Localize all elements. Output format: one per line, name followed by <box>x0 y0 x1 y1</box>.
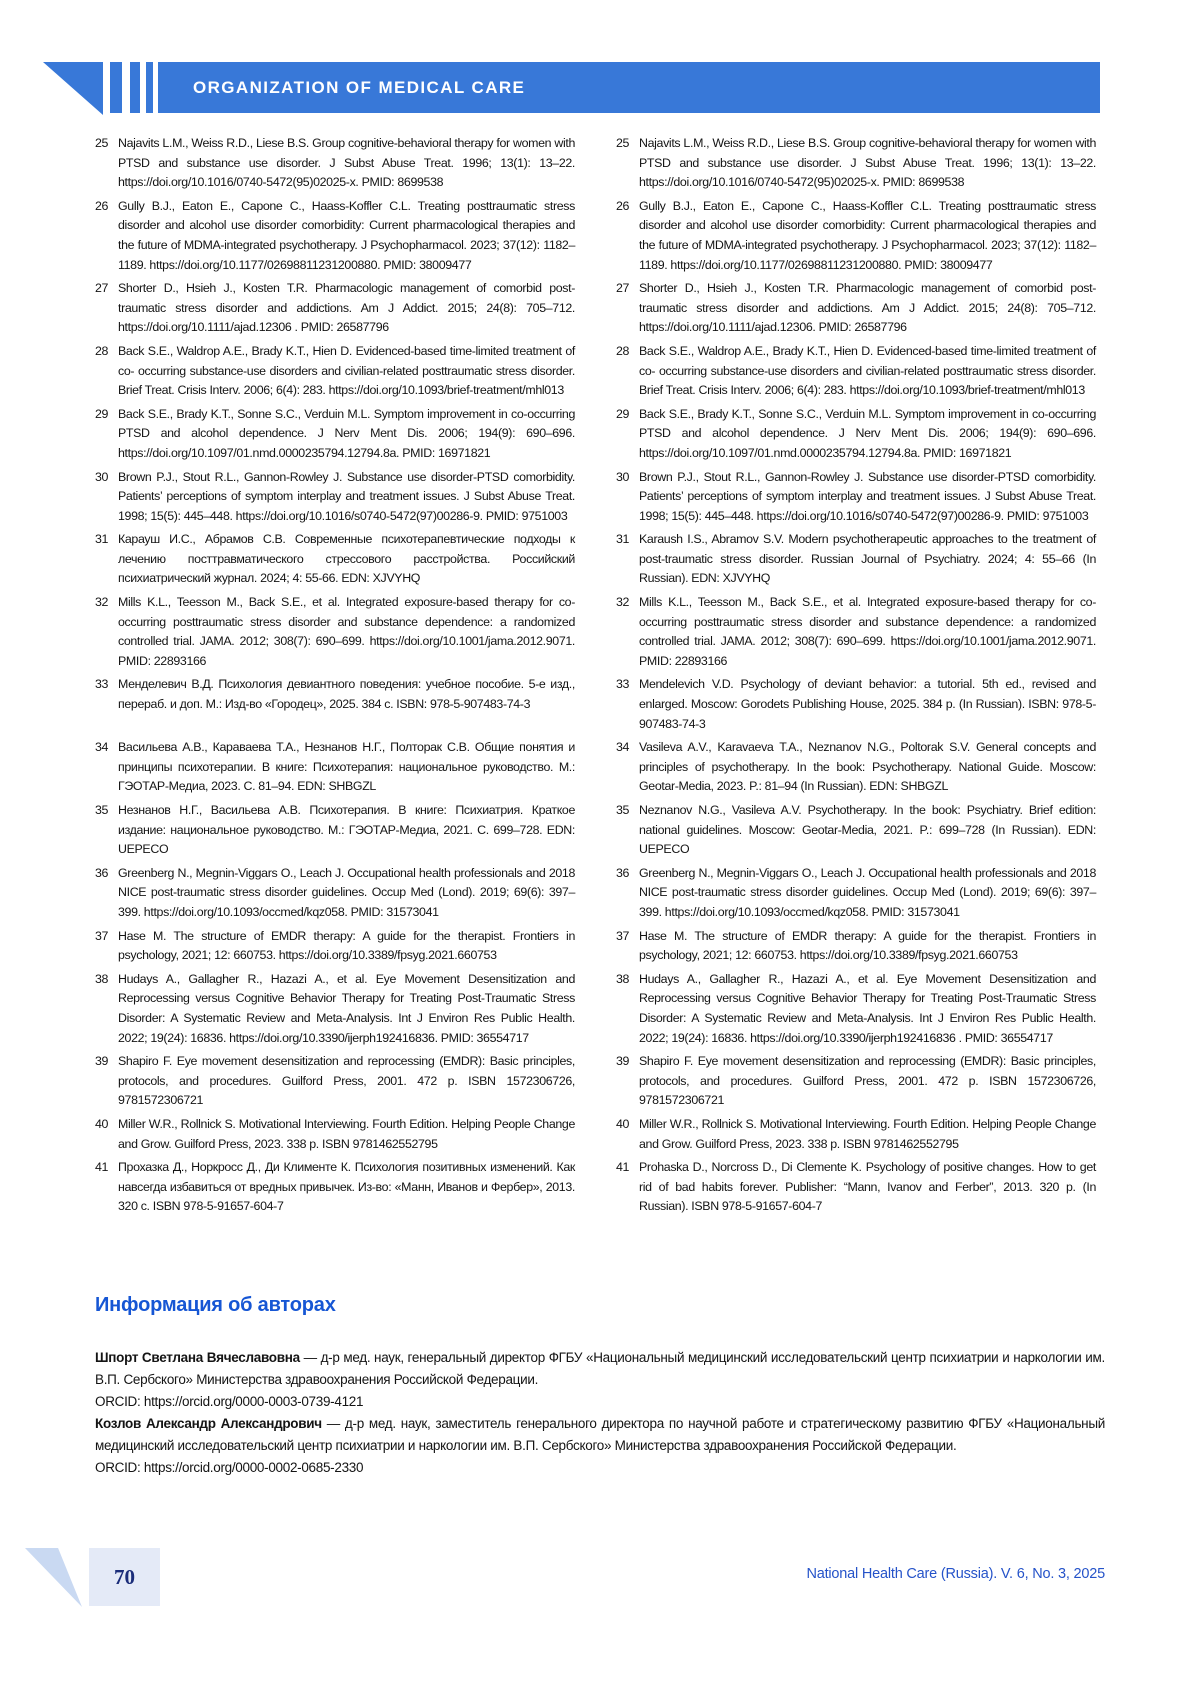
reference-number: 27 <box>616 281 630 296</box>
reference-item-right <box>616 593 1096 671</box>
reference-item-right <box>616 1158 1096 1217</box>
footer-triangle-decoration <box>25 1548 82 1607</box>
authors-info-heading: Информация об авторах <box>95 1294 336 1316</box>
reference-item-right <box>616 864 1096 923</box>
reference-number: 30 <box>95 469 109 484</box>
reference-text: Васильева А.В., Караваева Т.А., Незнанов Н.Г., Полторак С.В. Общие понятия и принципы психотерапии. В книге: Психотерапия: национальное руководство. М.: ГЭОТАР-Медиа, 2023. С. 81–94. EDN: SHBGZL <box>118 740 575 794</box>
reference-number: 34 <box>616 740 630 755</box>
reference-text: Shapiro F. Eye movement desensitization and reprocessing (EMDR): Basic principles, protocols, and procedures. Guilford Press, 2001. 472 p. ISBN 1572306726, 9781572306721 <box>639 1054 1096 1108</box>
reference-text: Vasileva A.V., Karavaeva T.A., Neznanov N.G., Poltorak S.V. General concepts and principles of psychotherapy. In the book: Psychotherapy. National Guide. Moscow: Geotar-Media, 2023. P.: 81–94 (In Russian). EDN: SHBGZL <box>639 740 1096 794</box>
reference-number: 41 <box>95 1160 109 1175</box>
page-number: 70 <box>114 1564 135 1589</box>
reference-text: Gully B.J., Eaton E., Capone C., Haass-Koffler C.L. Treating posttraumatic stress disorder and alcohol use disorder comorbidity: Current pharmacological therapies and the future of MDMA-integrated psychotherapy. J Psychopharmacol. 2023; 37(12): 1182–1189. https://doi.org/10.1177/02698811231200880. PMID: 38009477 <box>639 198 1096 272</box>
reference-item-right <box>616 134 1096 193</box>
reference-number: 35 <box>616 803 630 817</box>
reference-number: 25 <box>95 136 109 150</box>
section-title: ORGANIZATION OF MEDICAL CARE <box>193 77 526 97</box>
reference-number: 34 <box>95 740 109 755</box>
reference-item-right <box>616 801 1096 860</box>
reference-text: Shorter D., Hsieh J., Kosten T.R. Pharmacologic management of comorbid post-traumatic stress disorder and addictions. Am J Addict. 2015; 24(8): 705–712. https://doi.org/10.1111/ajad.12306 . PMID: 26587796 <box>118 281 575 335</box>
reference-item-right <box>616 342 1096 401</box>
reference-number: 35 <box>95 803 109 817</box>
reference-number: 36 <box>95 865 109 880</box>
reference-text: Greenberg N., Megnin-Viggars O., Leach J. Occupational health professionals and 2018 NICE post-traumatic stress disorder guidelines. Occup Med (Lond). 2019; 69(6): 397–399. https://doi.org/10.1093/occmed/kqz058. PMID: 31573041 <box>118 865 575 919</box>
reference-text: Mendelevich V.D. Psychology of deviant behavior: a tutorial. 5th ed., revised and enlarged. Moscow: Gorodets Publishing House, 2025. 384 p. (In Russian). ISBN: 978-5-907483-74-3 <box>639 677 1096 731</box>
reference-number: 28 <box>95 343 109 358</box>
reference-text: Hase M. The structure of EMDR therapy: A guide for the therapist. Frontiers in psychology, 2021; 12: 660753. https://doi.org/10.3389/fpsyg.2021.660753 <box>118 928 575 963</box>
reference-item-right <box>616 970 1096 1048</box>
authors-info-section <box>95 1294 1105 1479</box>
reference-number: 32 <box>616 595 630 610</box>
reference-text: Brown P.J., Stout R.L., Gannon-Rowley J. Substance use disorder-PTSD comorbidity. Patients’ perceptions of symptom interplay and treatment issues. J Subst Abuse Treat. 1998; 15(5): 445–448. https://doi.org/10.1016/s0740-5472(97)00286-9. PMID: 9751003 <box>639 469 1096 523</box>
reference-text: Hase M. The structure of EMDR therapy: A guide for the therapist. Frontiers in psychology, 2021; 12: 660753. https://doi.org/10.3389/fpsyg.2021.660753 <box>639 928 1096 963</box>
reference-text: Прохазка Д., Норкросс Д., Ди Клименте К. Психология позитивных изменений. Как навсегда избавиться от вредных привычек. Из-во: «Манн, Иванов и Фербер», 2013. 320 с. ISBN 978-5-91657-604-7 <box>118 1160 575 1214</box>
references-list <box>95 134 1096 1217</box>
reference-item-left <box>95 1158 575 1217</box>
reference-text: Back S.E., Waldrop A.E., Brady K.T., Hien D. Evidenced-based time-limited treatment of co- occurring substance-use disorders and civilian-related posttraumatic stress disorder. Brief Treat. Crisis Interv. 2006; 6(4): 283. https://doi.org/10.1093/brief-treatment/mhl013 <box>118 343 575 398</box>
author-name: Шпорт Светлана Вячеславовна <box>95 1350 300 1365</box>
reference-item-right <box>616 530 1096 589</box>
reference-number: 37 <box>616 928 630 943</box>
page-number-box <box>89 1548 160 1606</box>
reference-text: Hudays A., Gallagher R., Hazazi A., et al. Eye Movement Desensitization and Reprocessing versus Cognitive Behavior Therapy for Treating Post-Traumatic Stress Disorder: A Systematic Review and Meta-Analysis. Int J Environ Res Public Health. 2022; 19(24): 16836. https://doi.org/10.3390/ijerph192416836. PMID: 36554717 <box>118 971 575 1045</box>
reference-item-right <box>616 1052 1096 1111</box>
header-bar-decoration <box>146 62 153 113</box>
header-bar-decoration <box>110 62 122 113</box>
section-header-banner <box>158 62 1100 113</box>
reference-item-left <box>95 134 575 193</box>
reference-text: Shapiro F. Eye movement desensitization and reprocessing (EMDR): Basic principles, protocols, and procedures. Guilford Press, 2001. 472 p. ISBN 1572306726, 9781572306721 <box>118 1054 575 1108</box>
reference-item-left <box>95 801 575 860</box>
reference-item-left <box>95 864 575 923</box>
reference-item-right <box>616 468 1096 527</box>
reference-item-left <box>95 342 575 401</box>
reference-number: 38 <box>95 971 109 986</box>
reference-text: Miller W.R., Rollnick S. Motivational Interviewing. Fourth Edition. Helping People Change and Grow. Guilford Press, 2023. 338 p. ISBN 9781462552795 <box>118 1116 575 1151</box>
reference-number: 41 <box>616 1160 630 1175</box>
author-orcid: ORCID: https://orcid.org/0000-0002-0685-2330 <box>95 1460 364 1475</box>
reference-number: 39 <box>616 1054 630 1069</box>
reference-number: 31 <box>95 532 109 547</box>
reference-item-left <box>95 279 575 338</box>
reference-item-right <box>616 738 1096 797</box>
author-name: Козлов Александр Александрович <box>95 1416 322 1431</box>
header-triangle-decoration <box>43 62 103 115</box>
reference-number: 40 <box>95 1116 109 1131</box>
reference-text: Najavits L.M., Weiss R.D., Liese B.S. Group cognitive-behavioral therapy for women with PTSD and substance use disorder. J Subst Abuse Treat. 1996; 13(1): 13–22. https://doi.org/10.1016/0740-5472(95)02025-x. PMID: 8699538 <box>118 136 575 190</box>
reference-text: Gully B.J., Eaton E., Capone C., Haass-Koffler C.L. Treating posttraumatic stress disorder and alcohol use disorder comorbidity: Current pharmacological therapies and the future of MDMA-integrated psychotherapy. J Psychopharmacol. 2023; 37(12): 1182–1189. https://doi.org/10.1177/02698811231200880. PMID: 38009477 <box>118 198 575 272</box>
reference-text: Brown P.J., Stout R.L., Gannon-Rowley J. Substance use disorder-PTSD comorbidity. Patients’ perceptions of symptom interplay and treatment issues. J Subst Abuse Treat. 1998; 15(5): 445–448. https://doi.org/10.1016/s0740-5472(97)00286-9. PMID: 9751003 <box>118 469 575 523</box>
reference-item-right <box>616 675 1096 734</box>
reference-number: 26 <box>95 198 109 213</box>
reference-item-right <box>616 927 1096 966</box>
reference-text: Karaush I.S., Abramov S.V. Modern psychotherapeutic approaches to the treatment of post-traumatic stress disorder. Russian Journal of Psychiatry. 2024; 4: 55–66 (In Russian). EDN: XJVYHQ <box>639 532 1096 586</box>
reference-item-left <box>95 405 575 464</box>
reference-item-left <box>95 530 575 589</box>
reference-item-right <box>616 197 1096 275</box>
reference-item-left <box>95 927 575 966</box>
reference-item-right <box>616 1115 1096 1154</box>
reference-number: 29 <box>95 406 109 421</box>
reference-number: 33 <box>616 677 630 692</box>
reference-number: 32 <box>95 595 109 610</box>
reference-number: 25 <box>616 136 630 150</box>
reference-number: 38 <box>616 971 630 986</box>
author-entry <box>95 1347 1105 1391</box>
reference-item-left <box>95 468 575 527</box>
reference-text: Greenberg N., Megnin-Viggars O., Leach J. Occupational health professionals and 2018 NICE post-traumatic stress disorder guidelines. Occup Med (Lond). 2019; 69(6): 397–399. https://doi.org/10.1093/occmed/kqz058. PMID: 31573041 <box>639 865 1096 919</box>
reference-number: 27 <box>95 281 109 296</box>
reference-item-left <box>95 1052 575 1111</box>
author-orcid: ORCID: https://orcid.org/0000-0003-0739-4121 <box>95 1394 364 1409</box>
reference-item-right <box>616 405 1096 464</box>
reference-text: Prohaska D., Norcross D., Di Clemente K. Psychology of positive changes. How to get rid of bad habits forever. Publisher: “Mann, Ivanov and Ferber”, 2013. 320 p. (In Russian). ISBN 978-5-91657-604-7 <box>639 1160 1096 1214</box>
author-description: — д-р мед. наук, генеральный директор ФГБУ «Национальный медицинский исследовательский центр психиатрии и наркологии им. В.П. Сербского» Министерства здравоохранения Российской Федерации. <box>95 1350 1105 1387</box>
reference-text: Незнанов Н.Г., Васильева А.В. Психотерапия. В книге: Психиатрия. Краткое издание: национальное руководство. М.: ГЭОТАР-Медиа, 2021. С. 699–728. EDN: UEPECO <box>118 803 575 857</box>
reference-text: Mills K.L., Teesson M., Back S.E., et al. Integrated exposure-based therapy for co-occurring posttraumatic stress disorder and substance dependence: a randomized controlled trial. JAMA. 2012; 308(7): 690–699. https://doi.org/10.1001/jama.2012.9071. PMID: 22893166 <box>639 595 1096 668</box>
reference-number: 37 <box>95 928 109 943</box>
reference-text: Back S.E., Brady K.T., Sonne S.C., Verduin M.L. Symptom improvement in co-occurring PTSD and alcohol dependence. J Nerv Ment Dis. 2006; 194(9): 690–696. https://doi.org/10.1097/01.nmd.0000235794.12794.8a. PMID: 16971821 <box>118 406 575 460</box>
reference-text: Карауш И.С., Абрамов С.В. Современные психотерапевтические подходы к лечению посттравматического стрессового расстройства. Российский психиатрический журнал. 2024; 4: 55-66. EDN: XJVYHQ <box>118 532 575 586</box>
reference-text: Менделевич В.Д. Психология девиантного поведения: учебное пособие. 5-е изд., перераб. и доп. М.: Изд-во «Городец», 2025. 384 с. ISBN: 978-5-907483-74-3 <box>118 677 575 712</box>
reference-number: 26 <box>616 198 630 213</box>
authors-block <box>95 1347 1105 1479</box>
reference-text: Najavits L.M., Weiss R.D., Liese B.S. Group cognitive-behavioral therapy for women with PTSD and substance use disorder. J Subst Abuse Treat. 1996; 13(1): 13–22. https://doi.org/10.1016/0740-5472(95)02025-x. PMID: 8699538 <box>639 136 1096 190</box>
reference-number: 28 <box>616 343 630 358</box>
reference-text: Shorter D., Hsieh J., Kosten T.R. Pharmacologic management of comorbid post-traumatic stress disorder and addictions. Am J Addict. 2015; 24(8): 705–712. https://doi.org/10.1111/ajad.12306. PMID: 26587796 <box>639 281 1096 335</box>
reference-text: Back S.E., Waldrop A.E., Brady K.T., Hien D. Evidenced-based time-limited treatment of co- occurring substance-use disorders and civilian-related posttraumatic stress disorder. Brief Treat. Crisis Interv. 2006; 6(4): 283. https://doi.org/10.1093/brief-treatment/mhl013 <box>639 343 1096 398</box>
reference-item-left <box>95 970 575 1048</box>
header-bar-decoration <box>130 62 140 113</box>
reference-number: 33 <box>95 677 109 692</box>
reference-text: Hudays A., Gallagher R., Hazazi A., et al. Eye Movement Desensitization and Reprocessing versus Cognitive Behavior Therapy for Treating Post-Traumatic Stress Disorder: A Systematic Review and Meta-Analysis. Int J Environ Res Public Health. 2022; 19(24): 16836. https://doi.org/10.3390/ijerph192416836 . PMID: 36554717 <box>639 971 1096 1045</box>
author-description: — д-р мед. наук, заместитель генерального директора по научной работе и стратегическому развитию ФГБУ «Национальный медицинский исследовательский центр психиатрии и наркологии им. В.П. Сербского» Министерства здравоохранения Российской Федерации. <box>95 1416 1105 1453</box>
reference-text: Neznanov N.G., Vasileva A.V. Psychotherapy. In the book: Psychiatry. Brief edition: national guidelines. Moscow: Geotar-Media, 2021. P.: 699–728 (In Russian). EDN: UEPECO <box>639 803 1096 857</box>
reference-number: 36 <box>616 865 630 880</box>
reference-number: 30 <box>616 469 630 484</box>
author-entry <box>95 1413 1105 1457</box>
reference-item-right <box>616 279 1096 338</box>
reference-number: 39 <box>95 1054 109 1069</box>
reference-number: 29 <box>616 406 630 421</box>
reference-text: Mills K.L., Teesson M., Back S.E., et al. Integrated exposure-based therapy for co-occurring posttraumatic stress disorder and substance dependence: a randomized controlled trial. JAMA. 2012; 308(7): 690–699. https://doi.org/10.1001/jama.2012.9071. PMID: 22893166 <box>118 595 575 668</box>
reference-item-left <box>95 675 575 734</box>
reference-number: 31 <box>616 532 630 547</box>
reference-item-left <box>95 738 575 797</box>
reference-text: Miller W.R., Rollnick S. Motivational Interviewing. Fourth Edition. Helping People Change and Grow. Guilford Press, 2023. 338 p. ISBN 9781462552795 <box>639 1116 1096 1151</box>
journal-title: National Health Care (Russia). V. 6, No. 3, 2025 <box>806 1566 1105 1582</box>
reference-item-left <box>95 197 575 275</box>
reference-item-left <box>95 593 575 671</box>
reference-text: Back S.E., Brady K.T., Sonne S.C., Verduin M.L. Symptom improvement in co-occurring PTSD and alcohol dependence. J Nerv Ment Dis. 2006; 194(9): 690–696. https://doi.org/10.1097/01.nmd.0000235794.12794.8a. PMID: 16971821 <box>639 406 1096 460</box>
reference-number: 40 <box>616 1116 630 1131</box>
reference-item-left <box>95 1115 575 1154</box>
